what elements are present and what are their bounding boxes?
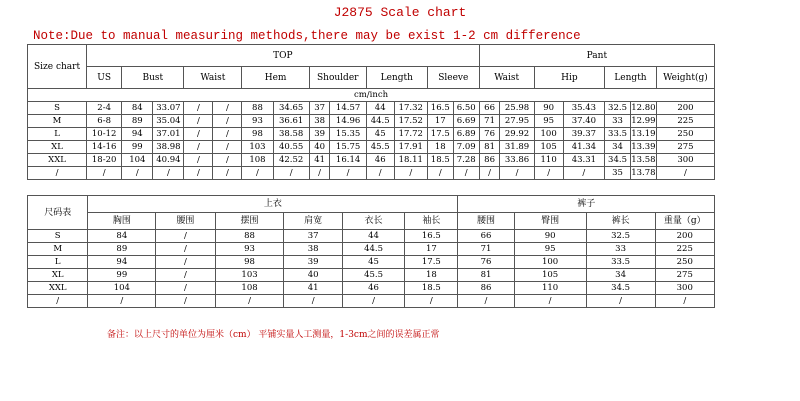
table-cell: 46 xyxy=(342,282,405,295)
table-cell: 98 xyxy=(215,256,284,269)
table-cell: 103 xyxy=(242,141,273,154)
table-cell: / xyxy=(342,295,405,308)
table-cell: 29.92 xyxy=(500,128,534,141)
table-cell: / xyxy=(215,295,284,308)
english-size-table xyxy=(27,44,715,180)
table-cell: 44 xyxy=(342,230,405,243)
column-header: Bust xyxy=(122,67,184,89)
table-cell: 46 xyxy=(366,154,394,167)
table-row xyxy=(28,256,715,269)
table-cell: 105 xyxy=(534,141,563,154)
table-cell: / xyxy=(156,282,215,295)
column-header: Shoulder xyxy=(309,67,366,89)
table-cell: 37.40 xyxy=(563,115,604,128)
table-cell: 38 xyxy=(309,115,330,128)
size-label: L xyxy=(28,256,88,269)
chart-title: J2875 Scale chart xyxy=(333,5,467,20)
column-header: Weight(g) xyxy=(656,67,714,89)
table-row xyxy=(28,154,715,167)
size-label: / xyxy=(28,295,88,308)
table-cell: 98 xyxy=(242,128,273,141)
table-cell: / xyxy=(153,167,184,180)
table-cell: 84 xyxy=(88,230,156,243)
table-cell: / xyxy=(586,295,655,308)
table-cell: 110 xyxy=(514,282,586,295)
table-cell: 18.5 xyxy=(427,154,453,167)
table-cell: 76 xyxy=(458,256,514,269)
table-cell: / xyxy=(563,167,604,180)
table-cell: 33 xyxy=(586,243,655,256)
table-cell: 36.61 xyxy=(273,115,309,128)
measurement-note: Note:Due to manual measuring methods,there may be exist 1-2 cm difference xyxy=(33,29,581,43)
top-header: TOP xyxy=(87,45,480,67)
table-cell: / xyxy=(656,167,714,180)
table-cell: 99 xyxy=(88,269,156,282)
table-cell: 81 xyxy=(458,269,514,282)
table-cell: / xyxy=(655,295,714,308)
table-cell: 45.5 xyxy=(342,269,405,282)
cn-column-header: 摆围 xyxy=(215,213,284,230)
table-row xyxy=(28,295,715,308)
table-cell: 17.5 xyxy=(405,256,458,269)
chinese-size-table xyxy=(27,195,715,308)
table-cell: 93 xyxy=(242,115,273,128)
table-cell: / xyxy=(213,154,242,167)
table-cell: 40 xyxy=(309,141,330,154)
table-cell: / xyxy=(184,102,213,115)
table-cell: 94 xyxy=(88,256,156,269)
table-cell: 84 xyxy=(122,102,153,115)
table-cell: 33.5 xyxy=(605,128,631,141)
table-cell: / xyxy=(213,115,242,128)
table-cell: 250 xyxy=(655,256,714,269)
table-cell: 76 xyxy=(479,128,500,141)
table-cell: / xyxy=(479,167,500,180)
table-cell: / xyxy=(427,167,453,180)
table-cell: 103 xyxy=(215,269,284,282)
table-cell: 13.78 xyxy=(631,168,656,178)
table-cell: 17.32 xyxy=(394,102,427,115)
table-cell: 39 xyxy=(284,256,342,269)
table-cell: 41.34 xyxy=(563,141,604,154)
cn-column-header: 衣长 xyxy=(342,213,405,230)
table-cell: 71 xyxy=(458,243,514,256)
table-cell: 33.86 xyxy=(500,154,534,167)
table-cell: 88 xyxy=(242,102,273,115)
table-cell: 108 xyxy=(215,282,284,295)
table-row xyxy=(28,128,715,141)
size-label: S xyxy=(28,102,87,115)
size-label: M xyxy=(28,115,87,128)
size-label: S xyxy=(28,230,88,243)
size-label: M xyxy=(28,243,88,256)
table-cell: 42.52 xyxy=(273,154,309,167)
table-cell: 100 xyxy=(534,128,563,141)
table-cell: 300 xyxy=(656,154,714,167)
table-cell: 6.69 xyxy=(453,115,479,128)
column-header: Length xyxy=(366,67,427,89)
table-cell: / xyxy=(213,128,242,141)
column-header: US xyxy=(87,67,122,89)
table-cell: 44.5 xyxy=(342,243,405,256)
table-cell: 45 xyxy=(366,128,394,141)
table-row xyxy=(28,141,715,154)
table-cell: 35.04 xyxy=(153,115,184,128)
size-label: XXL xyxy=(28,154,87,167)
column-header: Waist xyxy=(184,67,242,89)
table-cell: 38.58 xyxy=(273,128,309,141)
table-cell: 95 xyxy=(534,115,563,128)
table-cell: / xyxy=(534,167,563,180)
unit-label: cm/inch xyxy=(28,89,715,102)
table-cell: 18.11 xyxy=(394,154,427,167)
cn-column-header: 胸围 xyxy=(88,213,156,230)
table-cell: 99 xyxy=(122,141,153,154)
table-cell: 43.31 xyxy=(563,154,604,167)
table-cell: 12.99 xyxy=(631,116,656,126)
table-cell: 94 xyxy=(122,128,153,141)
table-cell: 40.94 xyxy=(153,154,184,167)
table-cell: / xyxy=(366,167,394,180)
table-cell: 13.58 xyxy=(631,155,656,165)
table-cell: / xyxy=(213,102,242,115)
table-cell: / xyxy=(156,230,215,243)
table-cell: 16.14 xyxy=(330,154,366,167)
table-cell: 86 xyxy=(479,154,500,167)
table-cell: 14-16 xyxy=(87,141,122,154)
table-cell: 90 xyxy=(514,230,586,243)
table-cell: 2-4 xyxy=(87,102,122,115)
cn-top-header: 上衣 xyxy=(88,196,458,213)
table-cell: 34.5 xyxy=(586,282,655,295)
column-header: Length xyxy=(605,67,657,89)
table-cell: / xyxy=(156,269,215,282)
table-cell: 108 xyxy=(242,154,273,167)
table-cell: 66 xyxy=(458,230,514,243)
table-cell: 45.5 xyxy=(366,141,394,154)
table-cell: 15.75 xyxy=(330,141,366,154)
table-cell: 16.5 xyxy=(405,230,458,243)
table-cell: 6.89 xyxy=(453,128,479,141)
cn-column-header: 腰围 xyxy=(458,213,514,230)
table-cell: / xyxy=(184,167,213,180)
pant-header: Pant xyxy=(479,45,714,67)
table-cell: 31.89 xyxy=(500,141,534,154)
table-cell: 81 xyxy=(479,141,500,154)
table-cell: / xyxy=(453,167,479,180)
table-cell: 200 xyxy=(656,102,714,115)
table-cell: 7.09 xyxy=(453,141,479,154)
table-cell: / xyxy=(184,154,213,167)
table-cell: 33.07 xyxy=(153,102,184,115)
table-cell: 45 xyxy=(342,256,405,269)
table-cell: / xyxy=(156,295,215,308)
table-cell: / xyxy=(284,295,342,308)
table-cell: 37 xyxy=(284,230,342,243)
table-cell: 17.72 xyxy=(394,128,427,141)
table-cell: 35 xyxy=(605,167,631,180)
table-cell: 15.35 xyxy=(330,128,366,141)
table-cell: 104 xyxy=(122,154,153,167)
table-row xyxy=(28,243,715,256)
table-cell: 41 xyxy=(309,154,330,167)
table-cell: 40.55 xyxy=(273,141,309,154)
table-row xyxy=(28,167,715,180)
table-cell: 44 xyxy=(366,102,394,115)
table-cell: / xyxy=(184,115,213,128)
table-cell: 18-20 xyxy=(87,154,122,167)
table-cell: 100 xyxy=(514,256,586,269)
table-cell: / xyxy=(184,141,213,154)
table-cell: 35.43 xyxy=(563,102,604,115)
table-cell: 104 xyxy=(88,282,156,295)
table-cell: / xyxy=(309,167,330,180)
table-cell: / xyxy=(500,167,534,180)
table-cell: 88 xyxy=(215,230,284,243)
table-cell: 37 xyxy=(309,102,330,115)
table-row xyxy=(28,102,715,115)
table-cell: 44.5 xyxy=(366,115,394,128)
table-cell: 13.39 xyxy=(631,142,656,152)
table-cell: 12.80 xyxy=(631,103,656,113)
table-cell: 18 xyxy=(427,141,453,154)
table-cell: / xyxy=(514,295,586,308)
table-cell: 250 xyxy=(656,128,714,141)
table-cell: 17.91 xyxy=(394,141,427,154)
table-cell: / xyxy=(394,167,427,180)
table-cell: 6-8 xyxy=(87,115,122,128)
cn-size-chart-header: 尺码表 xyxy=(28,196,88,230)
table-row xyxy=(28,282,715,295)
size-label: XXL xyxy=(28,282,88,295)
size-chart-header: Size chart xyxy=(28,45,87,89)
size-label: XL xyxy=(28,141,87,154)
table-cell: 71 xyxy=(479,115,500,128)
column-header: Hip xyxy=(534,67,604,89)
cn-footnote: 备注：以上尺寸的单位为厘米（cm） 平铺实量人工测量，1-3cm之间的误差属正常 xyxy=(107,330,440,340)
table-cell: 17 xyxy=(427,115,453,128)
table-cell: 14.96 xyxy=(330,115,366,128)
table-cell: 200 xyxy=(655,230,714,243)
table-cell: 25.98 xyxy=(500,102,534,115)
cn-column-header: 肩宽 xyxy=(284,213,342,230)
table-cell: 89 xyxy=(122,115,153,128)
size-label: L xyxy=(28,128,87,141)
cn-column-header: 重量（g） xyxy=(655,213,714,230)
table-cell: / xyxy=(330,167,366,180)
table-cell: 33.5 xyxy=(586,256,655,269)
cn-column-header: 裤长 xyxy=(586,213,655,230)
table-cell: 40 xyxy=(284,269,342,282)
size-label: XL xyxy=(28,269,88,282)
table-cell: 66 xyxy=(479,102,500,115)
table-cell: 105 xyxy=(514,269,586,282)
table-cell: / xyxy=(122,167,153,180)
table-cell: 300 xyxy=(655,282,714,295)
table-cell: 17.52 xyxy=(394,115,427,128)
column-header: Sleeve xyxy=(427,67,479,89)
table-cell: 7.28 xyxy=(453,154,479,167)
table-cell: 34.5 xyxy=(605,154,631,167)
column-header: Waist xyxy=(479,67,534,89)
table-cell: 86 xyxy=(458,282,514,295)
table-cell: 34 xyxy=(605,141,631,154)
table-cell: 39.37 xyxy=(563,128,604,141)
table-cell: / xyxy=(242,167,273,180)
table-cell: 18.5 xyxy=(405,282,458,295)
table-cell: 225 xyxy=(655,243,714,256)
table-cell: 110 xyxy=(534,154,563,167)
table-cell: 13.19 xyxy=(631,129,656,139)
table-row xyxy=(28,230,715,243)
table-cell: 34 xyxy=(586,269,655,282)
table-cell: 225 xyxy=(656,115,714,128)
table-cell: 17 xyxy=(405,243,458,256)
table-cell: 6.50 xyxy=(453,102,479,115)
size-label: / xyxy=(28,167,87,180)
cn-column-header: 臀围 xyxy=(514,213,586,230)
table-cell: 38.98 xyxy=(153,141,184,154)
table-cell: 32.5 xyxy=(605,102,631,115)
table-cell: 27.95 xyxy=(500,115,534,128)
table-cell: 95 xyxy=(514,243,586,256)
cn-column-header: 腰围 xyxy=(156,213,215,230)
table-cell: / xyxy=(184,128,213,141)
table-cell: 41 xyxy=(284,282,342,295)
table-cell: 17.5 xyxy=(427,128,453,141)
table-cell: / xyxy=(213,141,242,154)
table-cell: / xyxy=(458,295,514,308)
table-cell: / xyxy=(156,256,215,269)
table-cell: / xyxy=(156,243,215,256)
table-cell: / xyxy=(87,167,122,180)
table-cell: 93 xyxy=(215,243,284,256)
table-cell: 16.5 xyxy=(427,102,453,115)
cn-pant-header: 裤子 xyxy=(458,196,715,213)
table-cell: 34.65 xyxy=(273,102,309,115)
cn-column-header: 袖长 xyxy=(405,213,458,230)
table-cell: 275 xyxy=(656,141,714,154)
table-cell: 10-12 xyxy=(87,128,122,141)
table-cell: 90 xyxy=(534,102,563,115)
table-row xyxy=(28,269,715,282)
table-cell: 37.01 xyxy=(153,128,184,141)
table-cell: 18 xyxy=(405,269,458,282)
table-cell: / xyxy=(88,295,156,308)
table-cell: 14.57 xyxy=(330,102,366,115)
table-cell: 39 xyxy=(309,128,330,141)
column-header: Hem xyxy=(242,67,309,89)
table-cell: 33 xyxy=(605,115,631,128)
table-cell: / xyxy=(405,295,458,308)
table-cell: 38 xyxy=(284,243,342,256)
table-cell: / xyxy=(273,167,309,180)
table-cell: / xyxy=(213,167,242,180)
table-cell: 275 xyxy=(655,269,714,282)
table-cell: 89 xyxy=(88,243,156,256)
table-cell: 32.5 xyxy=(586,230,655,243)
table-row xyxy=(28,115,715,128)
